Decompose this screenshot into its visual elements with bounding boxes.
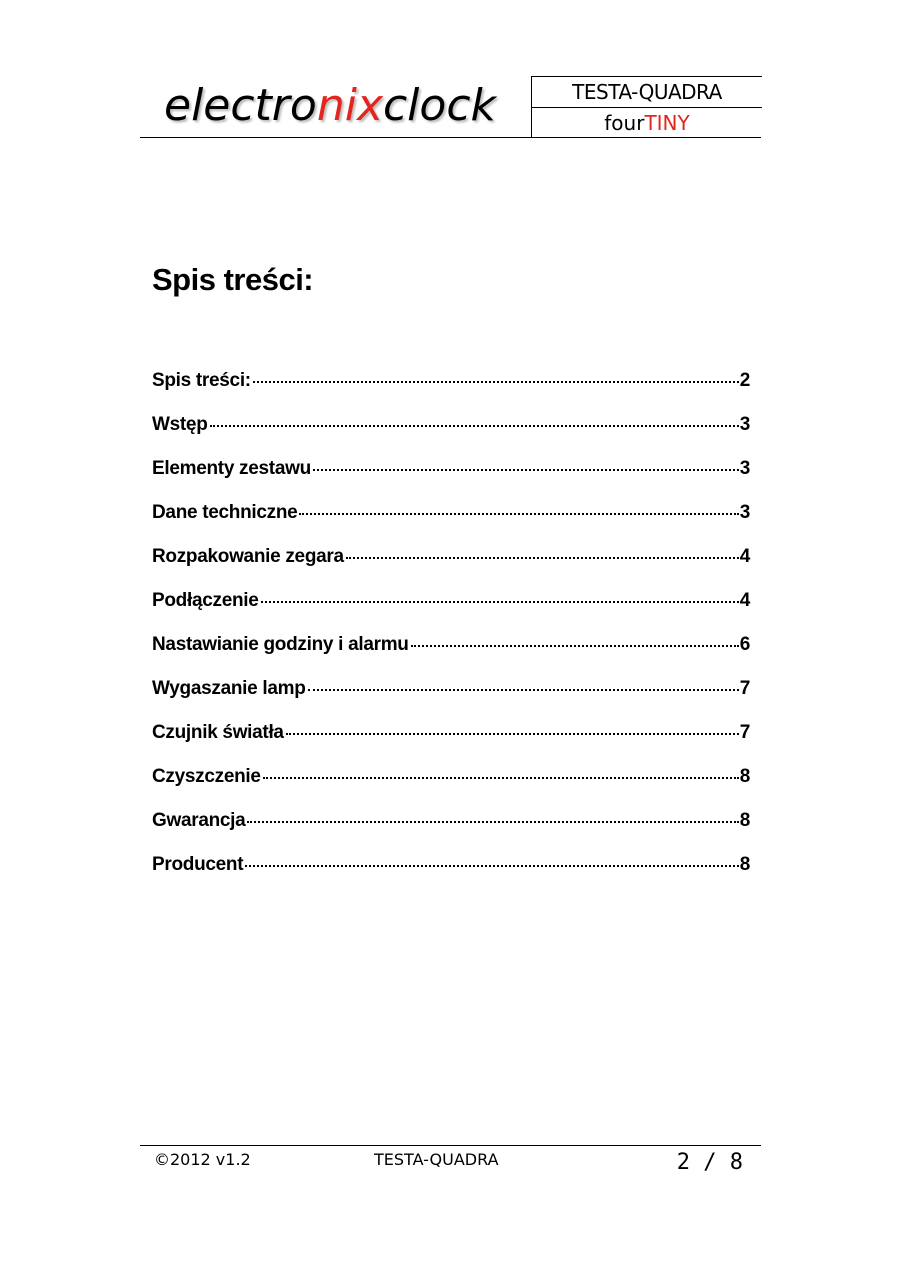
toc-entry-label: Czujnik światła [152,722,284,743]
toc-entry[interactable] [152,414,750,458]
table-of-contents [152,370,750,898]
toc-entry-label: Gwarancja [152,810,246,831]
toc-entry[interactable] [152,634,750,678]
page-footer [140,1145,761,1186]
toc-entry-label: Rozpakowanie zegara [152,546,344,567]
toc-leader-dots [299,513,738,515]
toc-entry-label: Dane techniczne [152,502,298,523]
toc-entry-page: 3 [739,414,750,435]
toc-entry-page: 8 [739,854,750,875]
toc-leader-dots [313,469,739,471]
toc-entry-label: Czyszczenie [152,766,261,787]
model-variant-tiny: TINY [644,111,690,135]
toc-entry-page: 8 [739,766,750,787]
toc-entry-label: Producent [152,854,244,875]
toc-leader-dots [245,865,738,867]
footer-page-number: 2 / 8 [676,1150,743,1175]
logo-part-electro: electro [164,80,317,131]
electronixclock-logo [164,80,496,131]
toc-entry-label: Elementy zestawu [152,458,311,479]
toc-entry[interactable] [152,678,750,722]
toc-entry-label: Podłączenie [152,590,259,611]
footer-copyright: ©2012 v1.2 [154,1150,251,1169]
toc-leader-dots [346,557,739,559]
toc-entry-label: Wygaszanie lamp [152,678,306,699]
toc-leader-dots [263,777,739,779]
model-box [531,76,762,137]
toc-leader-dots [308,689,739,691]
toc-entry-page: 6 [739,634,750,655]
model-variant-four: four [604,111,645,135]
toc-entry-label: Spis treści: [152,370,251,391]
toc-entry[interactable] [152,590,750,634]
model-variant [532,108,762,138]
toc-entry-label: Wstęp [152,414,208,435]
toc-entry-page: 7 [739,678,750,699]
toc-leader-dots [411,645,739,647]
toc-entry-page: 4 [739,590,750,611]
toc-entry-page: 3 [739,502,750,523]
footer-brand: TESTA-QUADRA [374,1150,499,1169]
toc-entry-label: Nastawianie godziny i alarmu [152,634,409,655]
logo-part-nix: nix [316,80,383,131]
toc-leader-dots [210,425,739,427]
toc-leader-dots [253,381,739,383]
toc-entry-page: 4 [739,546,750,567]
toc-entry-page: 3 [739,458,750,479]
toc-entry[interactable] [152,546,750,590]
logo-part-clock: clock [382,80,496,131]
toc-entry[interactable] [152,458,750,502]
toc-entry[interactable] [152,370,750,414]
toc-entry[interactable] [152,810,750,854]
toc-heading: Spis treści: [152,262,314,297]
toc-entry[interactable] [152,502,750,546]
toc-entry-page: 8 [739,810,750,831]
toc-leader-dots [261,601,739,603]
toc-entry-page: 7 [739,722,750,743]
model-name: TESTA-QUADRA [532,77,762,108]
toc-entry[interactable] [152,766,750,810]
toc-entry[interactable] [152,722,750,766]
toc-leader-dots [286,733,739,735]
toc-entry-page: 2 [739,370,750,391]
page-header [140,76,761,138]
toc-leader-dots [247,821,738,823]
toc-entry[interactable] [152,854,750,898]
